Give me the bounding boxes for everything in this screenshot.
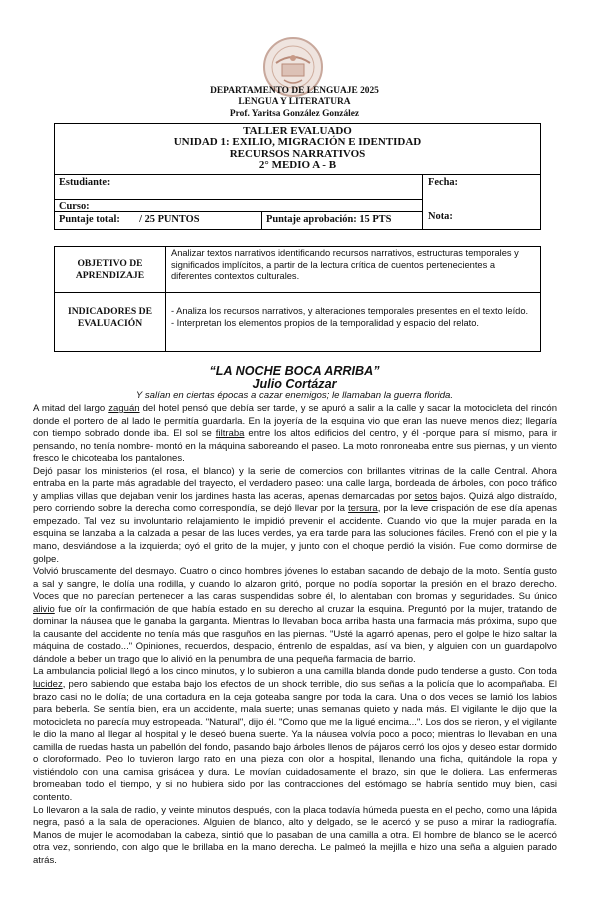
story-paragraph: Volvió bruscamente del desmayo. Cuatro o cinco hombres jóvenes lo estaban sacando de debajo de la moto. Sentía gusto a sal y sangre, le dolía una rodilla, y cuando lo alzaron gritó, porque no podía soportar la presión en el brazo derecho. Voces que no parecían pertenecer a las caras suspendidas sobre él, lo alentaban con bromas y seguridades. Su único alivio fue oír la confirmación de que había estado en su derecho al cruzar la esquina. Preguntó por la mujer, tratando de dominar la náusea que le ganaba la garganta. Mientras lo llevaban boca arriba hasta una farmacia más próxima, supo que la causante del accidente no tenía más que rasguños en las piernas. "Usté la agarró apenas, pero el golpe le hizo saltar la máquina de costado..." Opiniones, recuerdos, despacio, éntrenlo de espaldas, así va bien, y alguien con un guardapolvo dándole a beber un trago que lo alivió en la penumbra de una pequeña farmacia de barrio.	[33, 566, 557, 665]
divider	[422, 174, 423, 230]
vocab-word: tersura	[348, 503, 378, 515]
divider	[55, 199, 422, 200]
vocab-word: lucidez	[33, 679, 63, 691]
total-score-label: Puntaje total:	[59, 214, 120, 225]
department-header	[0, 86, 589, 120]
total-score-value: / 25 PUNTOS	[139, 214, 200, 225]
objectives-table	[54, 246, 541, 352]
department-name: DEPARTAMENTO DE LENGUAJE 2025	[210, 86, 379, 96]
objective-text: Analizar textos narrativos identificando recursos narrativos, estructuras temporales y significados implícitos, a partir de la lectura crítica de cuentos pertenecientes a diferentes contextos culturales.	[171, 248, 519, 282]
story-body	[33, 403, 557, 867]
exam-title: TALLER EVALUADO	[243, 125, 352, 137]
story-paragraph: Lo llevaron a la sala de radio, y veinte minutos después, con la placa todavía húmeda puesta en el pecho, como una lápida negra, pasó a la sala de operaciones. Alguien de blanco, alto y delgado, se le acercó y se puso a mirar la radiografía. Manos de mujer le acomodaban la cabeza, sintió que lo pasaban de una camilla a otra. El hombre de blanco se le acercó otra vez, sonriendo, con algo que le brillaba en la mano derecha. Le palmeó la mejilla e hizo una seña a alguien parado atrás.	[33, 804, 557, 866]
exam-grade: 2° MEDIO A - B	[258, 159, 337, 172]
course-label: Curso:	[59, 201, 90, 212]
objective-label: OBJETIVO DE APRENDIZAJE	[75, 258, 145, 281]
exam-unit: UNIDAD 1: EXILIO, MIGRACIÓN E IDENTIDAD	[173, 136, 422, 149]
story-epigraph: Y salían en ciertas épocas a cazar enemigos; le llamaban la guerra florida.	[135, 390, 454, 401]
student-label: Estudiante:	[59, 177, 111, 188]
teacher-name: Prof. Yaritsa González González	[229, 108, 360, 119]
approval-score: Puntaje aprobación: 15 PTS	[266, 214, 392, 225]
date-label: Fecha:	[428, 177, 459, 188]
divider	[261, 211, 262, 230]
story-paragraph: A mitad del largo zaguán del hotel pensó que debía ser tarde, y se apuró a salir a la calle y sacar la motocicleta del rincón donde el portero de al lado le permitía guardarla. En la joyería de la esquina vio que eran las nueve menos diez; llegaría con tiempo sobrado donde iba. El sol se filtraba entre los altos edificios del centro, y él -porque para sí mismo, para ir pensando, no tenía nombre- montó en la máquina saboreando el paseo. La moto ronroneaba entre sus piernas, y un viento fresco le chicoteaba los pantalones.	[33, 403, 558, 465]
divider	[55, 211, 422, 212]
vocab-word: zaguán	[108, 403, 140, 414]
indicators-text	[171, 306, 537, 329]
total-score	[59, 213, 200, 226]
exam-heading	[55, 126, 540, 172]
subject-name: LENGUA Y LITERATURA	[238, 97, 351, 108]
grade-label: Nota:	[428, 211, 453, 222]
story-title: “LA NOCHE BOCA ARRIBA”	[209, 364, 380, 378]
vocab-word: alivio	[33, 603, 55, 615]
story-paragraph: Dejó pasar los ministerios (el rosa, el blanco) y la serie de comercios con brillantes vitrinas de la calle Central. Ahora entraba en la parte más agradable del trayecto, el verdadero paseo: una calle larga, bordeada de árboles, con poco tráfico y amplias villas que dejaban venir los jardines hasta las aceras, apenas demarcadas por setos bajos. Quizá algo distraído, pero corriendo sobre la derecha como correspondía, se dejó llevar por la tersura, por la leve crispación de ese día apenas empezado. Tal vez su involuntario relajamiento le impidió prevenir el accidente. Cuando vio que la mujer parada en la esquina se lanzaba a la calzada a pesar de las luces verdes, ya era tarde para las soluciones fáciles. Frenó con el pie y la mano, desviándose a la izquierda; oyó el grito de la mujer, y junto con el choque perdió la visión. Fue como dormirse de golpe.	[33, 465, 557, 565]
vocab-word: filtraba	[215, 428, 245, 440]
indicators-label: INDICADORES DE EVALUACIÓN	[68, 306, 152, 329]
indicator-1: - Analiza los recursos narrativos, y alteraciones temporales presentes en el texto leído.	[171, 306, 529, 316]
divider	[55, 174, 540, 175]
exam-info-table	[54, 123, 541, 230]
story-paragraph: La ambulancia policial llegó a los cinco minutos, y lo subieron a una camilla blanda donde pudo tenderse a gusto. Con toda lucidez, pero sabiendo que estaba bajo los efectos de un shock terrible, dio sus señas a la policía que lo acompañaba. El brazo casi no le dolía; de una cortadura en la ceja goteaba sangre por toda la cara. Una o dos veces se lamió los labios para beberla. Se sentía bien, era un accidente, mala suerte; unas semanas quieto y nada más. El vigilante le dijo que la motocicleta no parecía muy estropeada. "Natural", dijo él. "Como que me la ligué encima...". Los dos se rieron, y el vigilante le dio la mano al llegar al hospital y le deseó buena suerte. Ya la náusea volvía poco a poco; mientras lo llevaban en una camilla de ruedas hasta un pabellón del fondo, pasando bajo árboles llenos de pájaros cerró los ojos y deseo estar dormido o cloroformado. Peo lo tuvieron largo rato en una pieza con olor a hospital, llenando una ficha, quitándole la ropa y vistiéndolo con una camisa grisácea y dura. Le movían cuidadosamente el brazo, sin que le doliera. Las enfermeras bromeaban todo el tiempo, y si no hubiera sido por las contracciones del estómago se habría sentido muy bien, casi contento.	[33, 666, 557, 803]
exam-topic: RECURSOS NARRATIVOS	[229, 147, 366, 160]
indicator-2: - Interpretan los elementos propios de la temporalidad y espacio del relato.	[171, 317, 480, 328]
vocab-word: setos	[414, 490, 438, 502]
story-author: Julio Cortázar	[252, 377, 337, 391]
divider	[165, 247, 166, 351]
divider	[55, 292, 540, 293]
